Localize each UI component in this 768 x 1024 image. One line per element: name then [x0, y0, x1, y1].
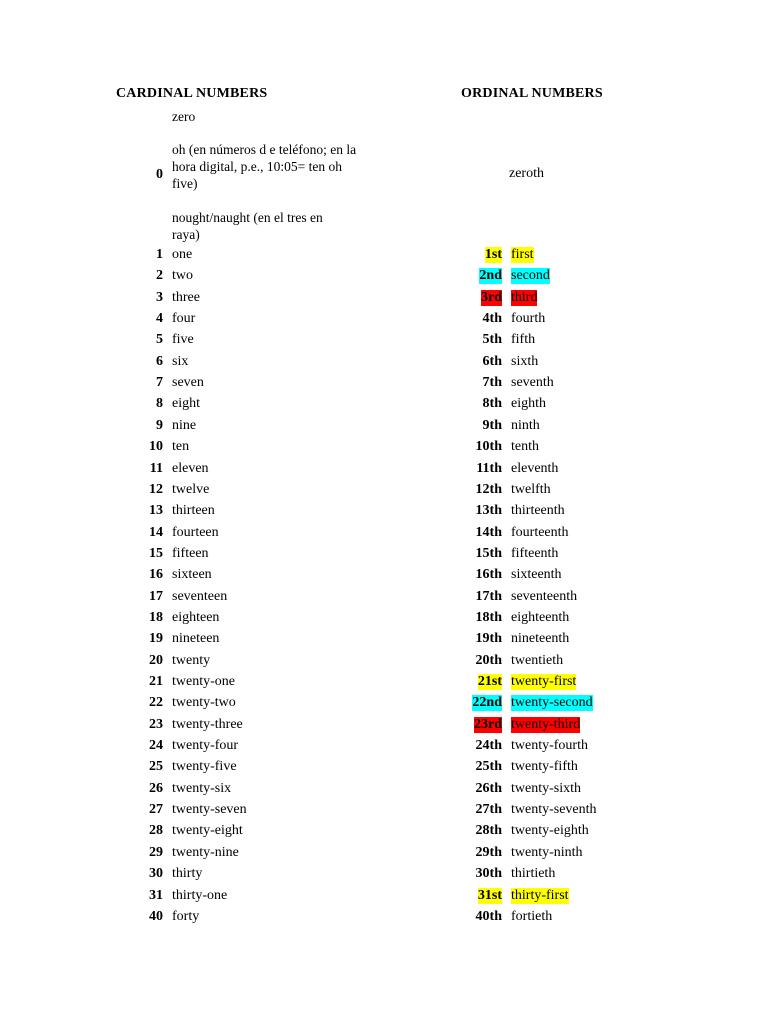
table-row — [0, 418, 768, 439]
cardinal-number: 8 — [156, 396, 163, 411]
table-row — [0, 332, 768, 353]
table-row — [0, 695, 768, 716]
ordinal-word: fortieth — [511, 909, 553, 924]
cardinal-word: fourteen — [172, 525, 219, 540]
table-row — [0, 610, 768, 631]
ordinal-number: 6th — [482, 354, 502, 369]
cardinal-word: two — [172, 268, 193, 283]
nought-description: nought/naught (en el tres en raya) — [172, 210, 323, 242]
cardinal-number: 25 — [149, 759, 163, 774]
table-row — [0, 525, 768, 546]
ordinal-number: 23rd — [474, 717, 502, 732]
ordinal-number: 26th — [475, 781, 502, 796]
table-row — [0, 631, 768, 652]
cardinal-number: 26 — [149, 781, 163, 796]
ordinal-word: ninth — [511, 418, 540, 433]
ordinal-number: 31st — [477, 888, 502, 903]
ordinal-word: nineteenth — [511, 631, 570, 646]
ordinal-word: twenty-second — [511, 695, 593, 710]
table-row — [0, 439, 768, 460]
ordinal-number: 4th — [482, 311, 502, 326]
ordinal-word: thirtieth — [511, 866, 556, 881]
ordinal-number: 2nd — [479, 268, 502, 283]
ordinal-number: 15th — [475, 546, 502, 561]
cardinal-number: 0 — [156, 167, 163, 182]
ordinal-word: eighteenth — [511, 610, 570, 625]
table-row — [0, 866, 768, 887]
ordinal-word: second — [511, 268, 550, 283]
ordinal-number: 21st — [477, 674, 502, 689]
cardinal-number: 17 — [149, 589, 163, 604]
cardinal-word: twenty — [172, 653, 211, 668]
cardinal-number: 12 — [149, 482, 163, 497]
cardinal-word: thirteen — [172, 503, 215, 518]
table-row — [0, 674, 768, 695]
table-row — [0, 802, 768, 823]
cardinal-number: 9 — [156, 418, 163, 433]
cardinal-word: six — [172, 354, 189, 369]
ordinal-word: twenty-fourth — [511, 738, 588, 753]
ordinal-number: 24th — [475, 738, 502, 753]
ordinal-number: 28th — [475, 823, 502, 838]
cardinal-number: 5 — [156, 332, 163, 347]
cardinal-word: thirty-one — [172, 888, 228, 903]
ordinal-number: 10th — [475, 439, 502, 454]
table-row — [0, 845, 768, 866]
cardinal-number: 23 — [149, 717, 163, 732]
cardinal-number: 3 — [156, 290, 163, 305]
ordinal-word: twenty-third — [511, 717, 581, 732]
cardinal-number: 19 — [149, 631, 163, 646]
ordinal-number: 19th — [475, 631, 502, 646]
cardinal-number: 27 — [149, 802, 163, 817]
table-row — [0, 311, 768, 332]
ordinal-word: twentieth — [511, 653, 564, 668]
ordinal-number: 16th — [475, 567, 502, 582]
ordinal-word: eleventh — [511, 461, 559, 476]
ordinal-number: 22nd — [472, 695, 502, 710]
ordinal-number: 20th — [475, 653, 502, 668]
table-row — [0, 823, 768, 844]
cardinal-number: 13 — [149, 503, 163, 518]
cardinal-number: 15 — [149, 546, 163, 561]
table-row — [0, 567, 768, 588]
cardinal-number: 14 — [149, 525, 163, 540]
zero-word: zero — [172, 109, 196, 124]
ordinal-number: 30th — [475, 866, 502, 881]
table-row — [0, 717, 768, 738]
cardinal-number: 40 — [149, 909, 163, 924]
table-row — [0, 759, 768, 780]
cardinal-number: 28 — [149, 823, 163, 838]
ordinal-word: thirteenth — [511, 503, 565, 518]
cardinal-number: 21 — [149, 674, 163, 689]
table-row — [0, 781, 768, 802]
cardinal-word: twenty-seven — [172, 802, 247, 817]
cardinal-word: eleven — [172, 461, 209, 476]
ordinal-number: 5th — [482, 332, 502, 347]
cardinal-number: 6 — [156, 354, 163, 369]
table-row — [0, 268, 768, 289]
ordinal-header: ORDINAL NUMBERS — [461, 86, 603, 101]
ordinal-word: twenty-eighth — [511, 823, 589, 838]
table-row — [0, 247, 768, 268]
ordinal-word: third — [511, 290, 538, 305]
ordinal-word: fourteenth — [511, 525, 569, 540]
ordinal-number: 27th — [475, 802, 502, 817]
ordinal-word: first — [511, 247, 534, 262]
ordinal-word: twenty-seventh — [511, 802, 597, 817]
ordinal-number: 18th — [475, 610, 502, 625]
ordinal-number: 1st — [484, 247, 502, 262]
ordinal-word: zeroth — [509, 166, 544, 181]
table-row — [0, 909, 768, 930]
table-row — [0, 503, 768, 524]
cardinal-number: 4 — [156, 311, 163, 326]
ordinal-number: 13th — [475, 503, 502, 518]
ordinal-word: sixteenth — [511, 567, 562, 582]
oh-description: oh (en números d e teléfono; en la hora digital, p.e., 10:05= ten oh five) — [172, 142, 357, 191]
cardinal-word: twenty-six — [172, 781, 232, 796]
cardinal-number: 20 — [149, 653, 163, 668]
cardinal-word: twenty-eight — [172, 823, 243, 838]
cardinal-word: twenty-nine — [172, 845, 239, 860]
cardinal-word: twenty-five — [172, 759, 237, 774]
cardinal-word: fifteen — [172, 546, 209, 561]
ordinal-word: twenty-sixth — [511, 781, 581, 796]
ordinal-word: thirty-first — [511, 888, 569, 903]
cardinal-number: 10 — [149, 439, 163, 454]
cardinal-word: five — [172, 332, 194, 347]
table-row — [0, 482, 768, 503]
table-row — [0, 546, 768, 567]
table-row — [0, 461, 768, 482]
cardinal-number: 31 — [149, 888, 163, 903]
cardinal-word: seventeen — [172, 589, 228, 604]
cardinal-word: three — [172, 290, 200, 305]
table-row — [0, 888, 768, 909]
ordinal-number: 17th — [475, 589, 502, 604]
cardinal-word: sixteen — [172, 567, 212, 582]
table-row — [0, 396, 768, 417]
cardinal-word: forty — [172, 909, 200, 924]
cardinal-number: 11 — [149, 461, 163, 476]
table-row — [0, 589, 768, 610]
ordinal-word: twelfth — [511, 482, 551, 497]
ordinal-number: 8th — [482, 396, 502, 411]
cardinal-word: twenty-four — [172, 738, 239, 753]
ordinal-word: sixth — [511, 354, 539, 369]
ordinal-word: fifth — [511, 332, 536, 347]
ordinal-number: 3rd — [481, 290, 502, 305]
ordinal-word: fourth — [511, 311, 546, 326]
ordinal-word: twenty-fifth — [511, 759, 578, 774]
cardinal-number: 2 — [156, 268, 163, 283]
cardinal-number: 29 — [149, 845, 163, 860]
ordinal-number: 14th — [475, 525, 502, 540]
ordinal-number: 25th — [475, 759, 502, 774]
table-row — [0, 354, 768, 375]
cardinal-word: twenty-one — [172, 674, 235, 689]
cardinal-word: twenty-two — [172, 695, 236, 710]
cardinal-number: 7 — [156, 375, 163, 390]
ordinal-number: 40th — [475, 909, 502, 924]
ordinal-number: 9th — [482, 418, 502, 433]
cardinal-word: nineteen — [172, 631, 220, 646]
cardinal-word: eight — [172, 396, 200, 411]
cardinal-word: one — [172, 247, 193, 262]
cardinal-number: 30 — [149, 866, 163, 881]
cardinal-word: thirty — [172, 866, 203, 881]
ordinal-number: 11th — [476, 461, 502, 476]
table-row — [0, 738, 768, 759]
table-row — [0, 653, 768, 674]
cardinal-number: 22 — [149, 695, 163, 710]
ordinal-word: fifteenth — [511, 546, 559, 561]
ordinal-word: eighth — [511, 396, 546, 411]
cardinal-word: twelve — [172, 482, 210, 497]
ordinal-word: seventh — [511, 375, 554, 390]
ordinal-word: seventeenth — [511, 589, 578, 604]
ordinal-word: twenty-ninth — [511, 845, 583, 860]
cardinal-word: four — [172, 311, 196, 326]
cardinal-word: twenty-three — [172, 717, 243, 732]
ordinal-number: 29th — [475, 845, 502, 860]
cardinal-number: 24 — [149, 738, 163, 753]
cardinal-number: 18 — [149, 610, 163, 625]
ordinal-number: 12th — [475, 482, 502, 497]
cardinal-word: nine — [172, 418, 197, 433]
table-row — [0, 375, 768, 396]
ordinal-word: twenty-first — [511, 674, 577, 689]
cardinal-word: eighteen — [172, 610, 220, 625]
ordinal-word: tenth — [511, 439, 539, 454]
cardinal-word: ten — [172, 439, 190, 454]
ordinal-number: 7th — [482, 375, 502, 390]
cardinal-number: 1 — [156, 247, 163, 262]
cardinal-number: 16 — [149, 567, 163, 582]
table-row — [0, 290, 768, 311]
cardinal-word: seven — [172, 375, 204, 390]
cardinal-header: CARDINAL NUMBERS — [116, 86, 268, 101]
